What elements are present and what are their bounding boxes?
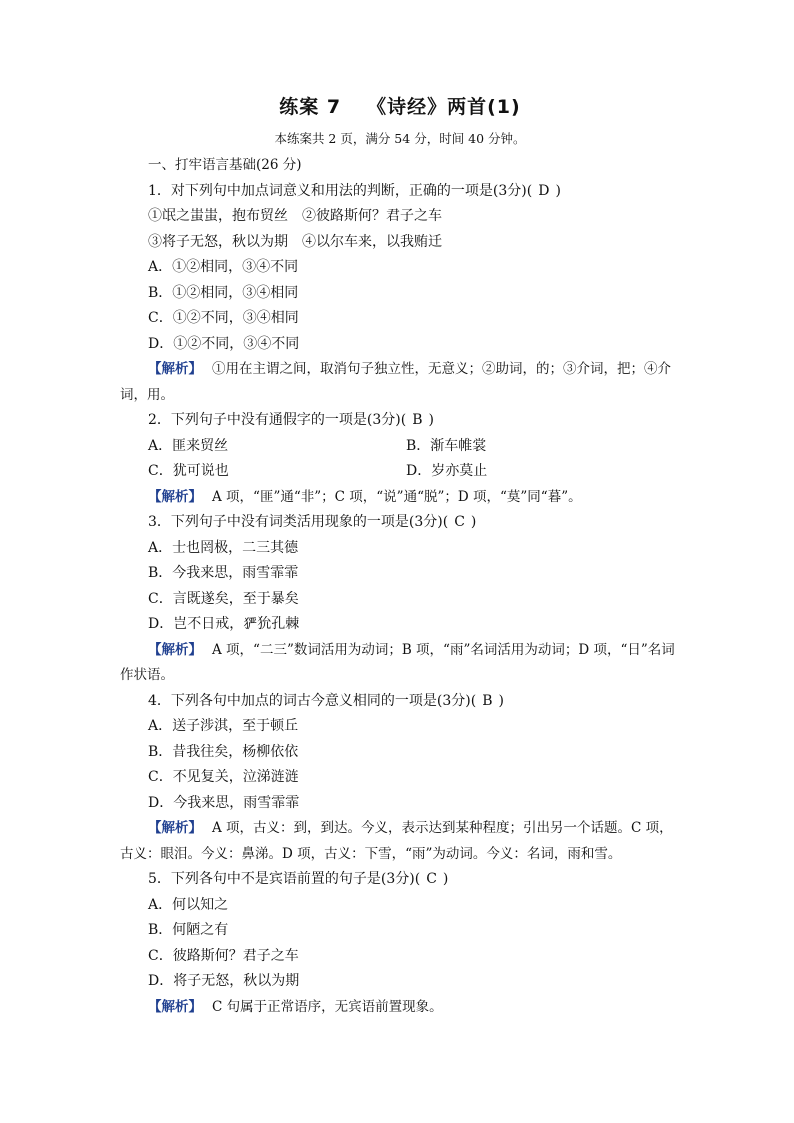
question-1-analysis: 【解析】 ①用在主谓之间，取消句子独立性，无意义；②助词，的；③介词，把；④介词，用。 (120, 361, 671, 403)
title-main: 练案 7 (279, 96, 342, 118)
question-1-sentences-2: ③将子无怒，秋以为期 ④以尔车来，以我贿迁 (148, 233, 442, 250)
question-3-answer: C (454, 514, 465, 530)
question-4-option-c: C．不见复关，泣涕涟涟 (148, 769, 299, 785)
question-2-option-a: A．匪来贸丝 (148, 437, 229, 454)
question-1-option-d: D．①②不同，③④不同 (148, 335, 300, 352)
question-4-analysis: 【解析】 A 项，古义：到，到达。今义，表示达到某种程度；引出另一个话题。C 项，古义：眼泪。今义：鼻涕。D 项，古义：下雪，“雨”为动词。今义：名词，雨和雪。 (120, 820, 673, 862)
analysis-tag: 【解析】 (148, 488, 202, 505)
question-5-option-d: D．将子无怒，秋以为期 (148, 973, 300, 989)
question-1-answer: D (538, 182, 550, 199)
question-1-stem: 1．对下列句中加点词意义和用法的判断，正确的一项是(3分)( D ) (120, 179, 680, 205)
question-2-options-row-2 (120, 459, 680, 485)
question-4-stem: 4．下列各句中加点的词古今意义相同的一项是(3分)( B ) (120, 689, 680, 715)
exercise-page (120, 92, 680, 1020)
page-subtitle: 本练案共 2 页，满分 54 分，时间 40 分钟。 (274, 131, 526, 146)
question-5-option-c: C．彼路斯何？君子之车 (148, 947, 299, 964)
question-3-option-c: C．言既遂矣，至于暴矣 (148, 590, 299, 607)
question-2-answer: B (412, 412, 423, 428)
question-2-options-row-1 (120, 434, 680, 460)
page-title (120, 92, 680, 119)
question-2-stem: 2．下列句子中没有通假字的一项是(3分)( B ) (120, 408, 680, 434)
question-1-sentences-1: ①氓之蚩蚩，抱布贸丝 ②彼路斯何？君子之车 (148, 208, 442, 224)
section-heading: 一、打牢语言基础(26 分) (148, 157, 302, 173)
question-3-option-a: A．士也罔极，二三其德 (148, 539, 299, 556)
question-2-analysis: 【解析】 A 项，“匪”通“非”；C 项，“说”通“脱”；D 项，“莫”同“暮”。 (148, 488, 582, 505)
question-1-option-b: B．①②相同，③④相同 (148, 284, 299, 301)
question-4-option-a: A．送子涉淇，至于顿丘 (148, 718, 299, 734)
question-1-option-c: C．①②不同，③④相同 (148, 310, 299, 326)
analysis-tag: 【解析】 (148, 820, 202, 836)
analysis-tag: 【解析】 (148, 361, 202, 377)
analysis-tag: 【解析】 (148, 998, 202, 1015)
question-5-option-b: B．何陋之有 (148, 922, 229, 938)
analysis-tag: 【解析】 (148, 641, 202, 658)
question-2-option-b: B．渐车帷裳 (406, 437, 487, 454)
question-4-option-b: B．昔我往矣，杨柳依依 (148, 743, 299, 760)
question-4-answer: B (482, 692, 493, 709)
question-5-stem: 5．下列各句中不是宾语前置的句子是(3分)( C ) (120, 867, 680, 893)
question-3-stem: 3．下列句子中没有词类活用现象的一项是(3分)( C ) (120, 510, 680, 536)
question-2-option-c: C．犹可说也 (148, 463, 229, 479)
question-5-analysis: 【解析】 C 句属于正常语序，无宾语前置现象。 (148, 998, 443, 1015)
question-1-option-a: A．①②相同，③④不同 (148, 259, 299, 275)
question-5-answer: C (426, 871, 437, 887)
question-3-option-b: B．今我来思，雨雪霏霏 (148, 565, 299, 581)
question-3-option-d: D．岂不日戒，𤞤狁孔棘 (148, 616, 300, 632)
question-5-option-a: A．何以知之 (148, 896, 229, 913)
question-4-option-d: D．今我来思，雨雪霏霏 (148, 794, 300, 811)
question-3-analysis: 【解析】 A 项，“二三”数词活用为动词；B 项，“雨”名词活用为动词；D 项，“日”名词作状语。 (120, 641, 675, 683)
title-sub: 《诗经》两首(1) (367, 96, 521, 118)
question-2-option-d: D．岁亦莫止 (406, 463, 488, 479)
